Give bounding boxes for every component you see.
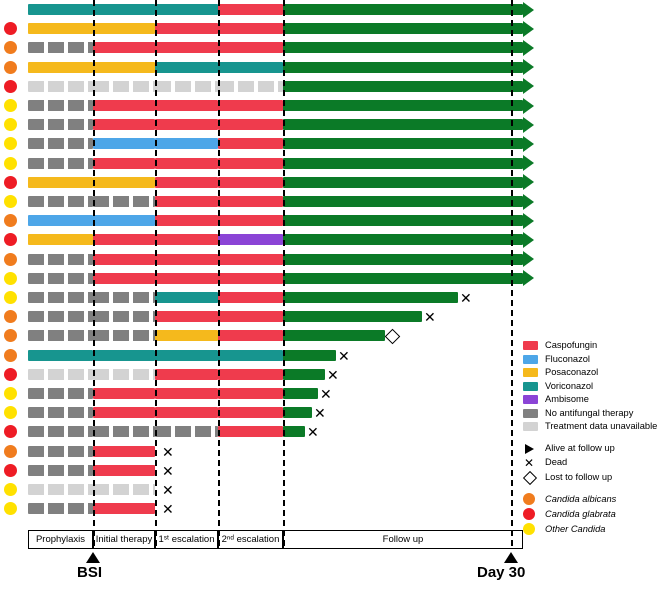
legend-swatch [523, 395, 538, 404]
therapy-segment [28, 273, 93, 284]
therapy-segment [93, 465, 155, 476]
organism-dot [4, 406, 17, 419]
therapy-segment [218, 311, 283, 322]
alive-arrow-marker [523, 117, 534, 133]
alive-arrow-marker [523, 136, 534, 152]
therapy-segment [28, 23, 93, 34]
organism-dot [4, 99, 17, 112]
organism-dot [4, 502, 17, 515]
therapy-segment [93, 177, 155, 188]
therapy-segment [155, 388, 218, 399]
axis-marker-label: Day 30 [477, 564, 526, 582]
alive-arrow-marker [523, 40, 534, 56]
organism-dot [4, 176, 17, 189]
therapy-segment [218, 292, 283, 303]
followup-bar [283, 273, 523, 284]
organism-dot [4, 253, 17, 266]
organism-dot [4, 329, 17, 342]
organism-dot [4, 233, 17, 246]
therapy-segment [155, 350, 218, 361]
therapy-segment [28, 388, 93, 399]
therapy-segment [155, 62, 218, 73]
legend-swatch [523, 382, 538, 391]
organism-dot [4, 195, 17, 208]
therapy-segment [218, 407, 283, 418]
alive-arrow-marker [523, 194, 534, 210]
therapy-segment [93, 388, 155, 399]
therapy-segment [28, 100, 93, 111]
therapy-segment [28, 4, 93, 15]
dead-cross-marker: ✕ [338, 347, 350, 364]
dead-cross-marker: ✕ [327, 366, 339, 383]
followup-bar [283, 311, 422, 322]
therapy-segment [155, 292, 218, 303]
therapy-segment [218, 119, 283, 130]
dead-cross-marker: ✕ [162, 443, 174, 460]
therapy-segment [28, 234, 93, 245]
alive-arrow-marker [523, 78, 534, 94]
organism-dot [4, 157, 17, 170]
followup-bar [283, 388, 318, 399]
organism-dot [4, 80, 17, 93]
followup-bar [283, 119, 523, 130]
therapy-segment [218, 426, 283, 437]
therapy-segment [93, 273, 155, 284]
organism-dot [4, 291, 17, 304]
therapy-segment [218, 42, 283, 53]
therapy-segment [28, 484, 93, 495]
therapy-segment [93, 100, 155, 111]
therapy-segment [28, 446, 93, 457]
therapy-segment [28, 369, 93, 380]
therapy-segment [155, 4, 218, 15]
legend-lost-marker [523, 470, 537, 484]
dead-cross-marker: ✕ [424, 309, 436, 326]
therapy-segment [93, 446, 155, 457]
therapy-segment [155, 254, 218, 265]
phase-divider [93, 0, 95, 546]
therapy-segment [155, 215, 218, 226]
legend-label: Candida glabrata [545, 509, 616, 519]
therapy-segment [93, 369, 155, 380]
alive-arrow-marker [523, 2, 534, 18]
therapy-segment [218, 273, 283, 284]
therapy-segment [93, 254, 155, 265]
organism-dot [4, 61, 17, 74]
organism-dot [4, 349, 17, 362]
organism-dot [4, 137, 17, 150]
alive-arrow-marker [523, 21, 534, 37]
therapy-segment [218, 388, 283, 399]
therapy-segment [93, 158, 155, 169]
therapy-segment [218, 62, 283, 73]
organism-dot [4, 483, 17, 496]
therapy-segment [93, 196, 155, 207]
therapy-segment [218, 100, 283, 111]
organism-dot [4, 41, 17, 54]
therapy-segment [28, 350, 93, 361]
legend-label: Other Candida [545, 524, 606, 534]
therapy-segment [155, 234, 218, 245]
therapy-segment [28, 330, 93, 341]
organism-dot [4, 425, 17, 438]
legend-dead-marker: ✕ [524, 456, 535, 470]
therapy-segment [28, 292, 93, 303]
therapy-segment [28, 407, 93, 418]
legend-swatch [523, 355, 538, 364]
legend-alive-marker [525, 444, 534, 454]
therapy-segment [93, 350, 155, 361]
alive-arrow-marker [523, 98, 534, 114]
organism-dot [4, 272, 17, 285]
therapy-segment [218, 350, 283, 361]
legend-swatch [523, 422, 538, 431]
phase-divider [155, 0, 157, 546]
followup-bar [283, 158, 523, 169]
therapy-segment [93, 42, 155, 53]
legend-label: Voriconazol [545, 380, 594, 391]
phase-label: Initial therapy [95, 534, 153, 546]
therapy-segment [28, 311, 93, 322]
therapy-segment [218, 330, 283, 341]
therapy-segment [155, 42, 218, 53]
therapy-segment [155, 138, 218, 149]
phase-divider [218, 0, 220, 546]
phase-label: 2ⁿᵈ escalation [221, 534, 280, 546]
legend-label: Candida albicans [545, 494, 617, 504]
therapy-segment [218, 369, 283, 380]
followup-bar [283, 426, 305, 437]
therapy-segment [218, 254, 283, 265]
followup-bar [283, 42, 523, 53]
organism-dot [4, 387, 17, 400]
dead-cross-marker: ✕ [162, 482, 174, 498]
legend-label: Ambisome [545, 394, 589, 404]
therapy-segment [218, 138, 283, 149]
followup-bar [283, 177, 523, 188]
organism-dot [4, 445, 17, 458]
legend-label: Fluconazol [545, 353, 590, 364]
dead-cross-marker: ✕ [320, 386, 332, 402]
organism-dot [4, 368, 17, 381]
phase-label: Follow up [382, 534, 424, 546]
followup-bar [283, 100, 523, 111]
therapy-segment [93, 62, 155, 73]
dead-cross-marker: ✕ [460, 290, 472, 306]
therapy-segment [218, 81, 283, 92]
alive-arrow-marker [523, 213, 534, 229]
therapy-segment [93, 292, 155, 303]
legend-label: Alive at follow up [545, 442, 615, 453]
alive-arrow-marker [523, 59, 534, 75]
therapy-segment [93, 330, 155, 341]
therapy-segment [155, 330, 218, 341]
phase-divider [283, 0, 285, 546]
followup-bar [283, 369, 325, 380]
therapy-segment [28, 196, 93, 207]
phase-label: 1ˢᵗ escalation [158, 534, 215, 546]
therapy-segment [218, 158, 283, 169]
therapy-segment [155, 23, 218, 34]
therapy-segment [28, 158, 93, 169]
therapy-segment [155, 196, 218, 207]
therapy-segment [93, 81, 155, 92]
therapy-segment [155, 119, 218, 130]
followup-bar [283, 292, 458, 303]
dead-cross-marker: ✕ [307, 424, 319, 441]
alive-arrow-marker [523, 270, 534, 286]
legend-swatch [523, 409, 538, 418]
therapy-segment [93, 311, 155, 322]
organism-dot [4, 214, 17, 227]
therapy-segment [155, 177, 218, 188]
therapy-segment [28, 42, 93, 53]
followup-bar [283, 23, 523, 34]
therapy-segment [93, 119, 155, 130]
therapy-segment [28, 62, 93, 73]
lost-diamond-marker [385, 329, 401, 345]
therapy-segment [93, 23, 155, 34]
followup-bar [283, 330, 385, 341]
alive-arrow-marker [523, 155, 534, 171]
therapy-segment [93, 4, 155, 15]
legend-organism-dot [523, 493, 535, 505]
legend-label: Dead [545, 457, 568, 467]
legend-label: Posaconazol [545, 367, 599, 377]
organism-dot [4, 310, 17, 323]
legend-swatch [523, 368, 538, 377]
therapy-segment [93, 234, 155, 245]
followup-bar [283, 234, 523, 245]
therapy-segment [155, 311, 218, 322]
axis-marker-arrow [86, 552, 100, 563]
dead-cross-marker: ✕ [314, 405, 326, 422]
followup-bar [283, 407, 312, 418]
followup-bar [283, 196, 523, 207]
legend-label: Caspofungin [545, 340, 598, 350]
legend-label: Treatment data unavailable [545, 421, 658, 431]
therapy-segment [93, 138, 155, 149]
therapy-segment [28, 426, 93, 437]
therapy-segment [93, 503, 155, 514]
therapy-segment [28, 119, 93, 130]
therapy-segment [155, 407, 218, 418]
followup-bar [283, 350, 336, 361]
therapy-segment [28, 465, 93, 476]
therapy-segment [218, 196, 283, 207]
legend-organism-dot [523, 523, 535, 535]
therapy-segment [218, 177, 283, 188]
organism-dot [4, 118, 17, 131]
alive-arrow-marker [523, 251, 534, 267]
therapy-segment [28, 138, 93, 149]
therapy-segment [28, 503, 93, 514]
therapy-segment [155, 369, 218, 380]
therapy-segment [155, 273, 218, 284]
followup-bar [283, 81, 523, 92]
therapy-segment [28, 254, 93, 265]
followup-bar [283, 62, 523, 73]
legend-swatch [523, 341, 538, 350]
therapy-segment [28, 81, 93, 92]
legend-organism-dot [523, 508, 535, 520]
phase-label: Prophylaxis [35, 534, 86, 546]
organism-dot [4, 464, 17, 477]
therapy-segment [155, 100, 218, 111]
therapy-segment [28, 177, 93, 188]
therapy-segment [93, 426, 155, 437]
day30-divider [511, 0, 513, 546]
therapy-segment [155, 426, 218, 437]
therapy-segment [28, 215, 93, 226]
therapy-segment [218, 215, 283, 226]
axis-marker-arrow [504, 552, 518, 563]
legend-label: No antifungal therapy [545, 407, 634, 418]
therapy-segment [218, 234, 283, 245]
alive-arrow-marker [523, 232, 534, 248]
therapy-segment [93, 407, 155, 418]
dead-cross-marker: ✕ [162, 501, 174, 518]
dead-cross-marker: ✕ [162, 462, 174, 479]
axis-marker-label: BSI [77, 564, 103, 582]
organism-dot [4, 22, 17, 35]
followup-bar [283, 215, 523, 226]
followup-bar [283, 254, 523, 265]
followup-bar [283, 4, 523, 15]
therapy-segment [218, 23, 283, 34]
therapy-segment [218, 4, 283, 15]
therapy-segment [93, 484, 155, 495]
therapy-segment [155, 81, 218, 92]
alive-arrow-marker [523, 174, 534, 190]
followup-bar [283, 138, 523, 149]
therapy-segment [155, 158, 218, 169]
legend-label: Lost to follow up [545, 471, 613, 482]
therapy-segment [93, 215, 155, 226]
